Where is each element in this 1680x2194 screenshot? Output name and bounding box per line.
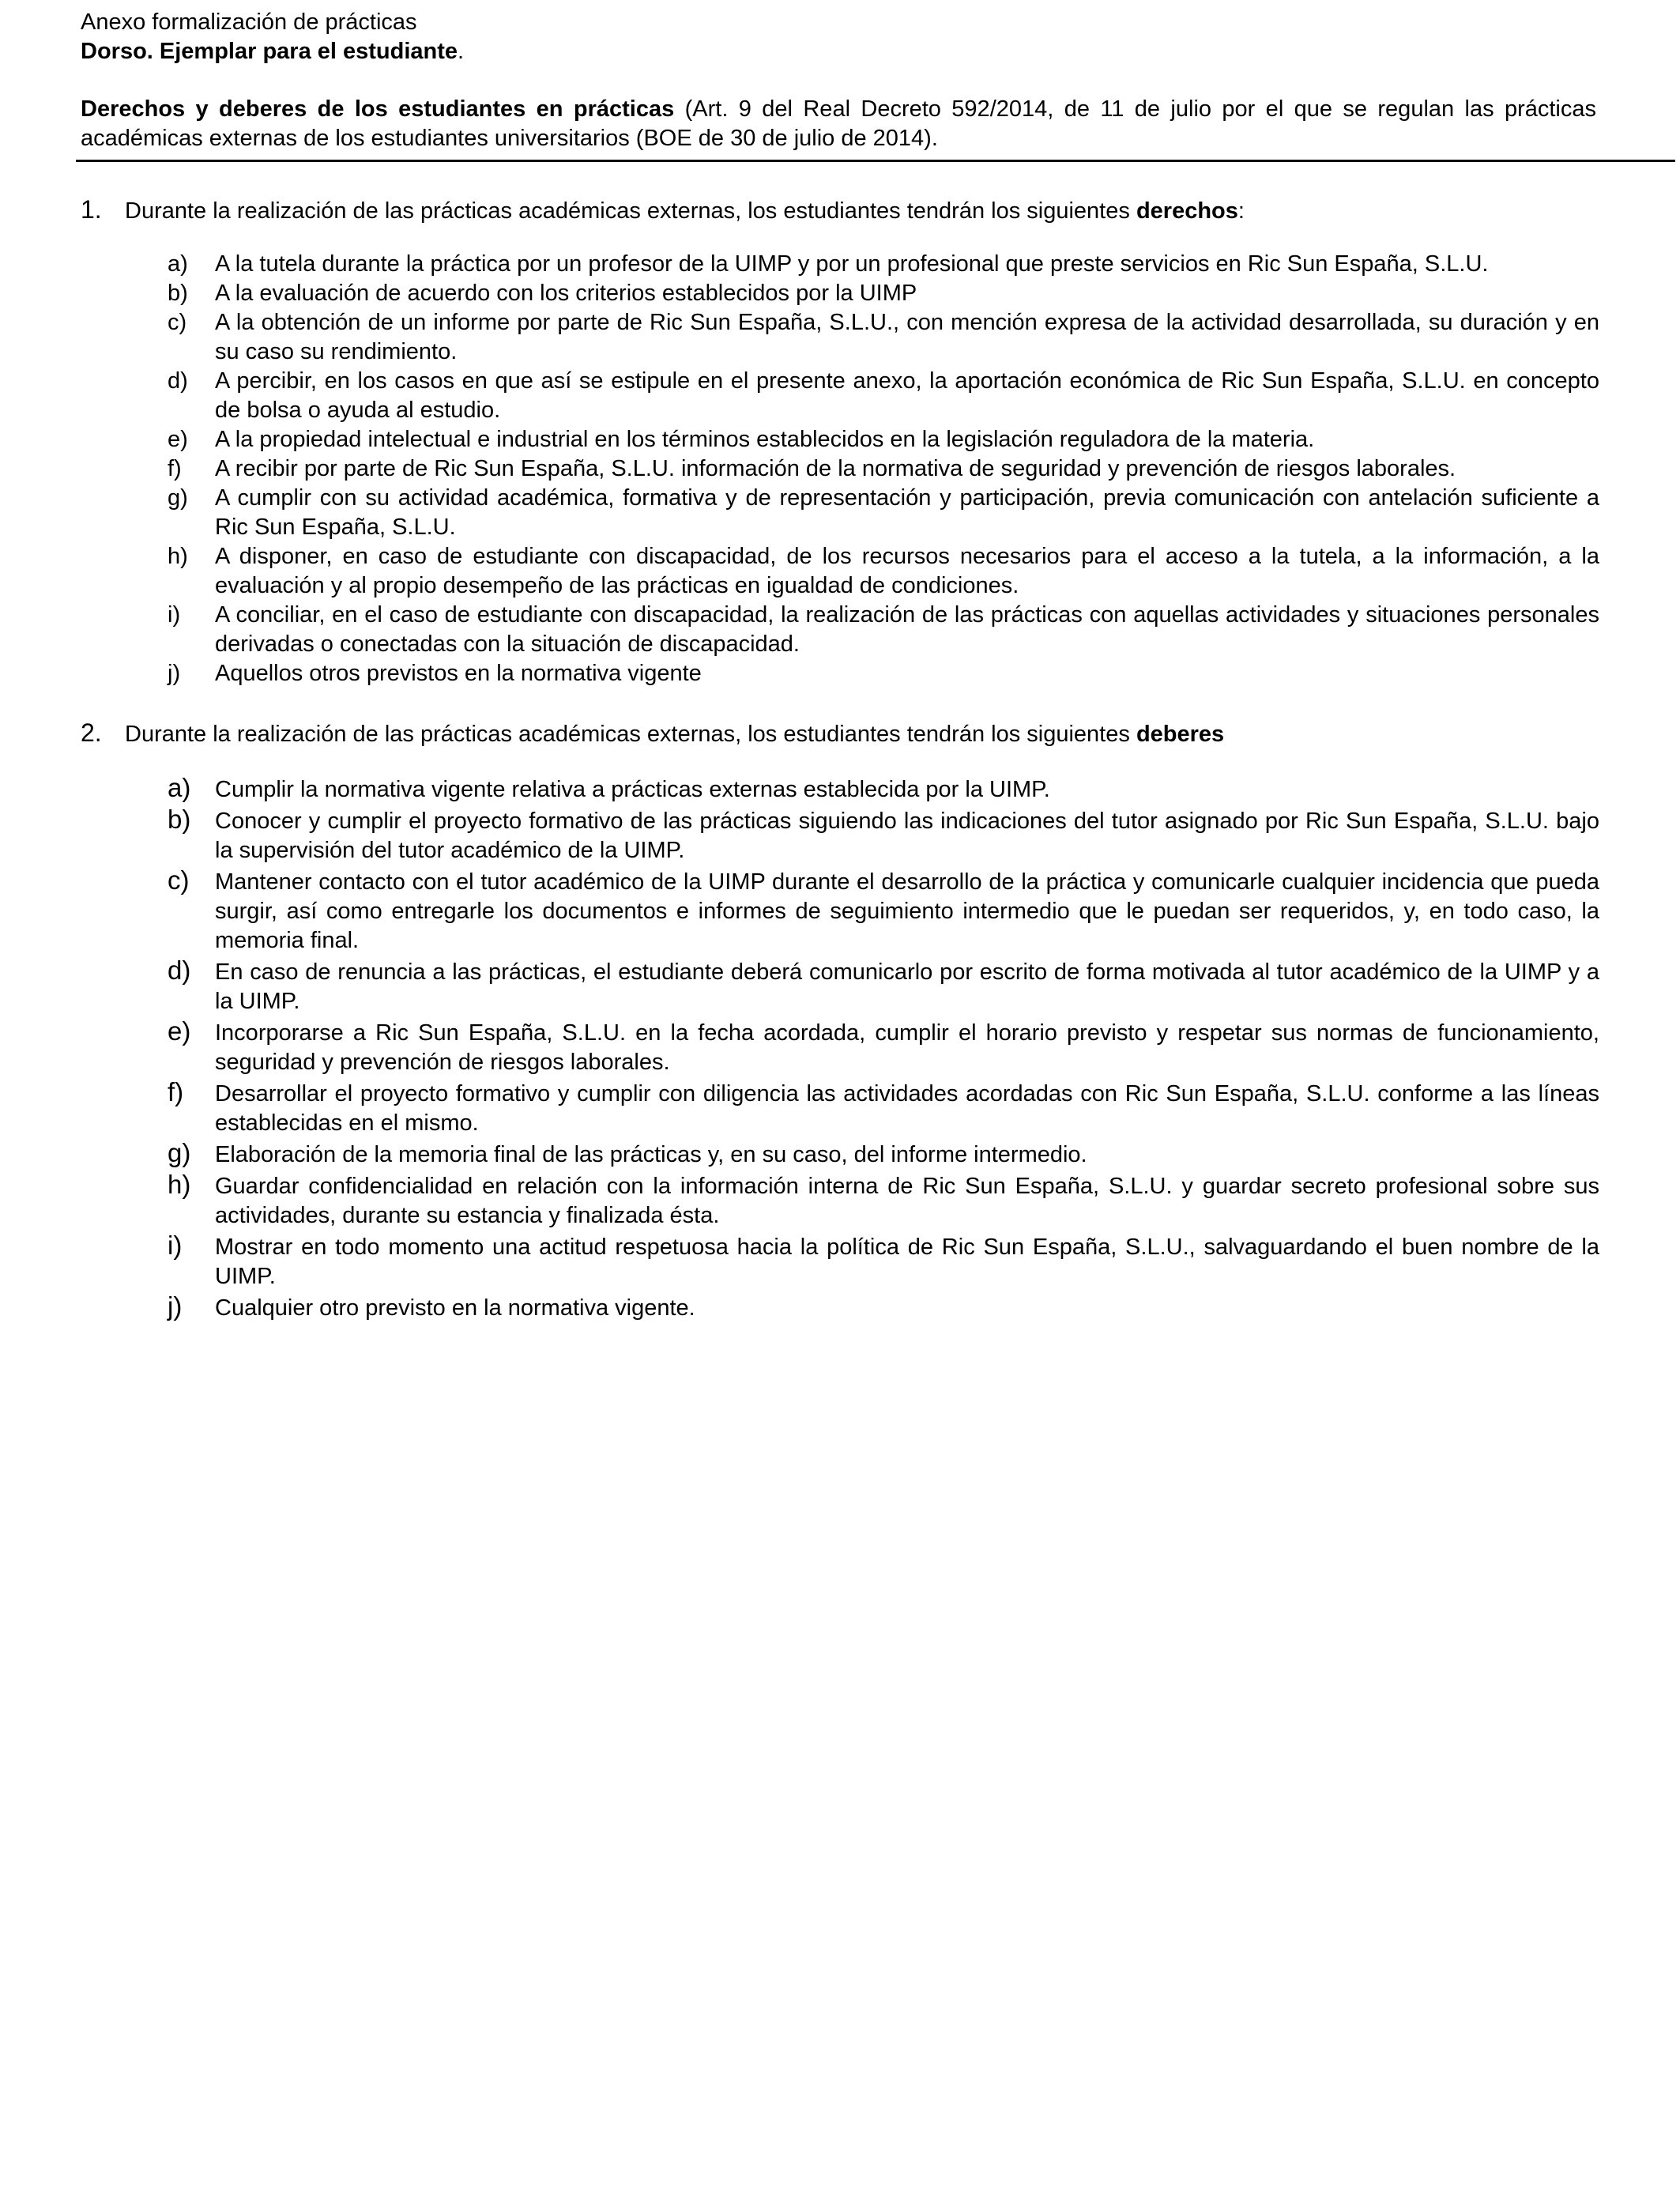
list-item	[81, 956, 1599, 1016]
item-text: Incorporarse a Ric Sun España, S.L.U. en la fecha acordada, cumplir el horario previsto y respetar sus normas de funcionamiento, seguridad y prevención de riesgos laborales.	[215, 1020, 1599, 1075]
document-header-subtitle	[81, 37, 1599, 66]
section-heading	[81, 718, 1599, 749]
list-item	[81, 1291, 1599, 1323]
section-heading-lead: Durante la realización de las prácticas académicas externas, los estudiantes tendrán los siguientes	[125, 722, 1136, 747]
item-letter: e)	[168, 1016, 191, 1046]
section-number: 1.	[81, 195, 102, 224]
item-letter: c)	[168, 865, 190, 895]
header-title-text: Anexo formalización de prácticas	[81, 9, 417, 35]
list-item	[81, 1170, 1599, 1231]
list-item	[81, 659, 1599, 688]
item-letter: j)	[168, 661, 181, 686]
derechos-list	[81, 250, 1599, 688]
list-item	[81, 308, 1599, 367]
item-letter: j)	[168, 1291, 183, 1321]
document-header-title	[81, 8, 1599, 37]
item-letter: e)	[168, 427, 188, 452]
item-text: A recibir por parte de Ric Sun España, S.L.U. información de la normativa de seguridad y prevención de riesgos laborales.	[215, 456, 1456, 481]
item-letter: h)	[168, 1170, 191, 1199]
list-item	[81, 1077, 1599, 1138]
item-text: Conocer y cumplir el proyecto formativo de las prácticas siguiendo las indicaciones del tutor asignado por Ric Sun España, S.L.U. bajo la supervisión del tutor académico de la UIMP.	[215, 809, 1599, 863]
section-heading	[81, 195, 1599, 226]
item-letter: h)	[168, 544, 188, 569]
section-heading-text	[125, 720, 1599, 749]
list-item	[81, 1231, 1599, 1291]
header-subtitle-end: .	[458, 39, 465, 64]
item-text: A la propiedad intelectual e industrial en los términos establecidos en la legislación reguladora de la materia.	[215, 427, 1315, 452]
item-text: Mantener contacto con el tutor académico de la UIMP durante el desarrollo de la práctica y comunicarle cualquier incidencia que pueda surgir, así como entregarle los documentos e informes de seguimiento intermedio que le puedan ser requeridos, y, en todo caso, la memoria final.	[215, 869, 1599, 953]
item-letter: g)	[168, 485, 188, 511]
item-letter: f)	[168, 1077, 184, 1106]
item-letter: i)	[168, 1231, 183, 1260]
list-item	[81, 425, 1599, 454]
item-text: A disponer, en caso de estudiante con discapacidad, de los recursos necesarios para el acceso a la tutela, a la información, a la evaluación y al propio desempeño de las prácticas en igualdad de condiciones.	[215, 544, 1599, 598]
intro-bold-title: Derechos y deberes de los estudiantes en prácticas	[81, 96, 675, 122]
list-item	[81, 1138, 1599, 1170]
header-subtitle-bold: Dorso. Ejemplar para el estudiante	[81, 39, 458, 64]
item-text: Guardar confidencialidad en relación con la información interna de Ric Sun España, S.L.U. y guardar secreto profesional sobre sus actividades, durante su estancia y finalizada ésta.	[215, 1174, 1599, 1228]
list-item	[81, 279, 1599, 308]
list-item	[81, 773, 1599, 805]
item-letter: a)	[168, 773, 191, 802]
section-number: 2.	[81, 718, 102, 747]
item-letter: a)	[168, 251, 188, 277]
document-content	[81, 8, 1599, 1323]
item-text: Aquellos otros previstos en la normativa vigente	[215, 661, 702, 686]
item-letter: b)	[168, 805, 191, 834]
intro-paragraph	[76, 95, 1675, 162]
item-text: En caso de renuncia a las prácticas, el estudiante deberá comunicarlo por escrito de forma motivada al tutor académico de la UIMP y a la UIMP.	[215, 959, 1599, 1014]
list-item	[81, 865, 1599, 956]
item-text: A percibir, en los casos en que así se estipule en el presente anexo, la aportación económica de Ric Sun España, S.L.U. en concepto de bolsa o ayuda al estudio.	[215, 368, 1599, 423]
item-text: Mostrar en todo momento una actitud respetuosa hacia la política de Ric Sun España, S.L.U., salvaguardando el buen nombre de la UIMP.	[215, 1235, 1599, 1289]
section-heading-end: :	[1237, 198, 1245, 224]
item-letter: c)	[168, 310, 187, 335]
item-text: Cumplir la normativa vigente relativa a prácticas externas establecida por la UIMP.	[215, 777, 1050, 802]
section-derechos	[81, 195, 1599, 688]
item-letter: b)	[168, 281, 188, 306]
item-letter: d)	[168, 956, 191, 985]
section-deberes	[81, 718, 1599, 1323]
list-item	[81, 805, 1599, 865]
item-text: A cumplir con su actividad académica, formativa y de representación y participación, previa comunicación con antelación suficiente a Ric Sun España, S.L.U.	[215, 485, 1599, 540]
section-heading-lead: Durante la realización de las prácticas académicas externas, los estudiantes tendrán los siguientes	[125, 198, 1136, 224]
list-item	[81, 1016, 1599, 1077]
list-item	[81, 542, 1599, 601]
item-letter: i)	[168, 602, 181, 628]
item-text: A la evaluación de acuerdo con los criterios establecidos por la UIMP	[215, 281, 917, 306]
item-text: A la obtención de un informe por parte de Ric Sun España, S.L.U., con mención expresa de la actividad desarrollada, su duración y en su caso su rendimiento.	[215, 310, 1599, 364]
section-heading-text	[125, 197, 1599, 226]
item-text: Elaboración de la memoria final de las prácticas y, en su caso, del informe intermedio.	[215, 1142, 1087, 1167]
item-letter: d)	[168, 368, 188, 394]
list-item	[81, 367, 1599, 425]
item-letter: f)	[168, 456, 182, 481]
item-text: Cualquier otro previsto en la normativa vigente.	[215, 1295, 695, 1321]
item-letter: g)	[168, 1138, 191, 1167]
item-text: Desarrollar el proyecto formativo y cumplir con diligencia las actividades acordadas con Ric Sun España, S.L.U. conforme a las líneas establecidas en el mismo.	[215, 1081, 1599, 1136]
item-text: A la tutela durante la práctica por un profesor de la UIMP y por un profesional que preste servicios en Ric Sun España, S.L.U.	[215, 251, 1489, 277]
section-heading-bold: derechos	[1136, 198, 1238, 224]
list-item	[81, 454, 1599, 484]
item-text: A conciliar, en el caso de estudiante con discapacidad, la realización de las prácticas con aquellas actividades y situaciones personales derivadas o conectadas con la situación de discapacidad.	[215, 602, 1599, 657]
intro-rest-text: (Art. 9 del Real Decreto 592/2014, de 11 de julio por el que se regulan las prácticas académicas externas de los estudiantes universitarios (BOE de 30 de julio de 2014).	[81, 96, 1597, 151]
deberes-list	[81, 773, 1599, 1323]
list-item	[81, 601, 1599, 659]
section-heading-bold: deberes	[1136, 722, 1225, 747]
list-item	[81, 250, 1599, 279]
list-item	[81, 484, 1599, 542]
